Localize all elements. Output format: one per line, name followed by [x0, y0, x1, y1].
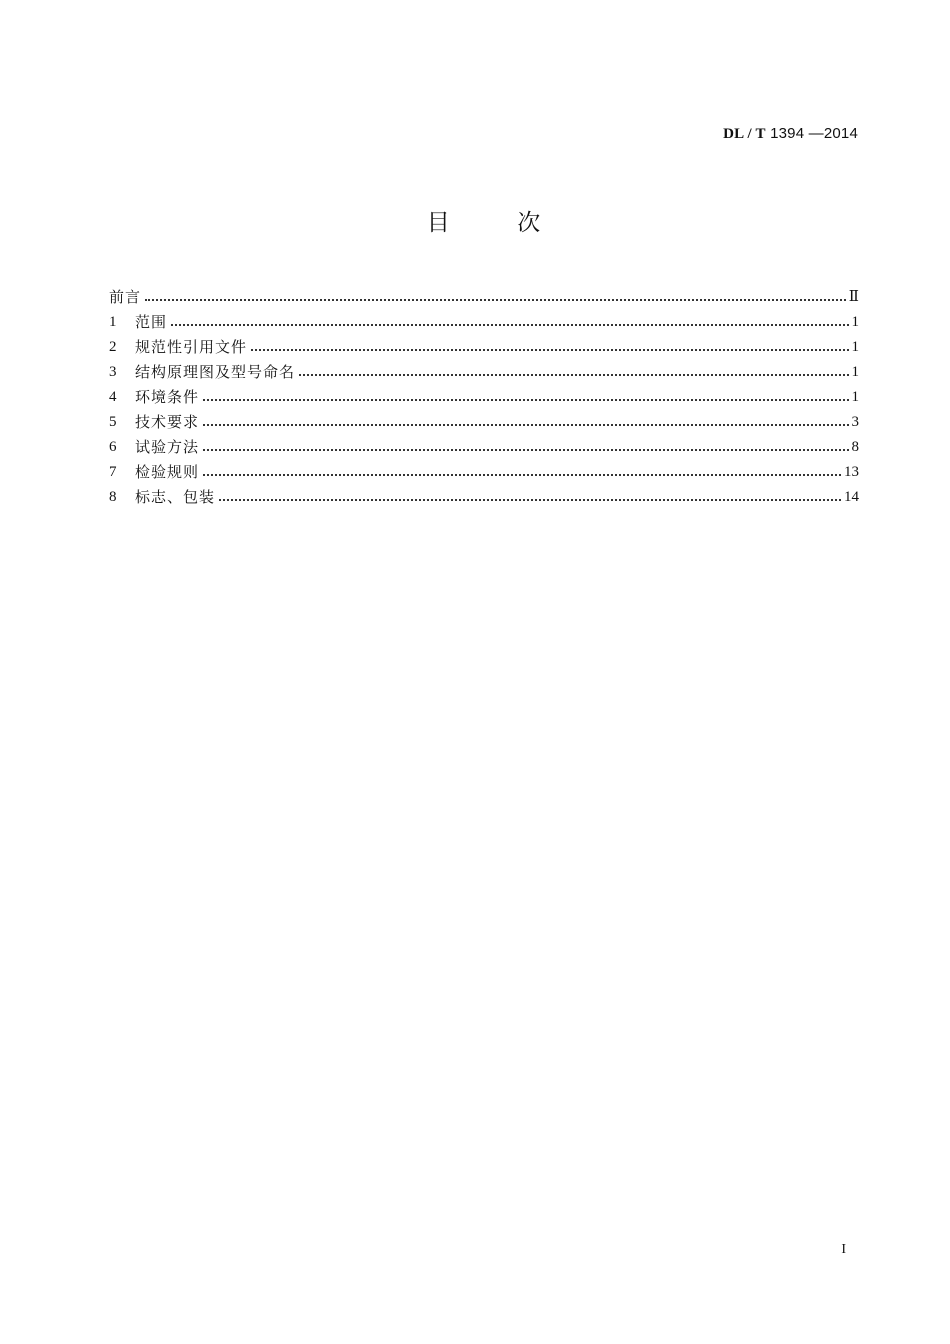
toc-entry-preface[interactable] [109, 283, 859, 308]
toc-entry-number: 6 [109, 439, 117, 455]
toc-dot-leader [203, 411, 848, 433]
toc-entry-7[interactable] [109, 458, 859, 483]
toc-entry-page: 1 [851, 339, 859, 355]
toc-entry-5[interactable] [109, 408, 859, 433]
toc-entry-page: 1 [851, 314, 859, 330]
toc-entry-title: 试验方法 [135, 438, 200, 456]
toc-entry-title: 结构原理图及型号命名 [135, 363, 296, 381]
toc-entry-number: 7 [109, 464, 117, 480]
toc-dot-leader [299, 361, 848, 383]
toc-dot-leader [203, 386, 848, 408]
toc-entry-number: 8 [109, 489, 117, 505]
toc-entry-number: 3 [109, 364, 117, 380]
toc-entry-page: 8 [851, 439, 859, 455]
standard-code-prefix: DL / T [723, 126, 766, 142]
toc-entry-4[interactable] [109, 383, 859, 408]
toc-entry-number: 4 [109, 389, 117, 405]
toc-entry-number: 1 [109, 314, 117, 330]
toc-entry-6[interactable] [109, 433, 859, 458]
toc-entry-title: 范围 [135, 313, 168, 331]
toc-dot-leader [203, 436, 848, 458]
toc-entry-page: 1 [851, 389, 859, 405]
toc-dot-leader [171, 311, 848, 333]
toc-dot-leader [219, 486, 841, 508]
standard-code [723, 124, 858, 143]
toc-dot-leader [203, 461, 841, 483]
page-title: 目 次 [426, 210, 542, 236]
toc-dot-leader [145, 286, 846, 308]
toc-entry-title: 前言 [109, 288, 142, 306]
toc-entry-page: 1 [851, 364, 859, 380]
toc-entry-page: 3 [851, 414, 859, 430]
toc-entry-title: 技术要求 [135, 413, 200, 431]
toc-entry-page: 13 [844, 464, 859, 480]
toc-entry-title: 检验规则 [135, 463, 200, 481]
toc-entry-title: 环境条件 [135, 388, 200, 406]
page-number: I [841, 1242, 846, 1257]
toc-entry-number: 2 [109, 339, 117, 355]
toc-entry-number: 5 [109, 414, 117, 430]
toc-entry-page: Ⅱ [848, 289, 859, 305]
toc-entry-3[interactable] [109, 358, 859, 383]
toc-entry-title: 标志、包装 [135, 488, 216, 506]
table-of-contents [109, 283, 859, 508]
standard-code-number: 1394 —2014 [765, 125, 858, 142]
toc-entry-1[interactable] [109, 308, 859, 333]
toc-entry-8[interactable] [109, 483, 859, 508]
toc-entry-page: 14 [844, 489, 859, 505]
toc-entry-title: 规范性引用文件 [135, 338, 248, 356]
toc-entry-2[interactable] [109, 333, 859, 358]
toc-dot-leader [251, 336, 848, 358]
